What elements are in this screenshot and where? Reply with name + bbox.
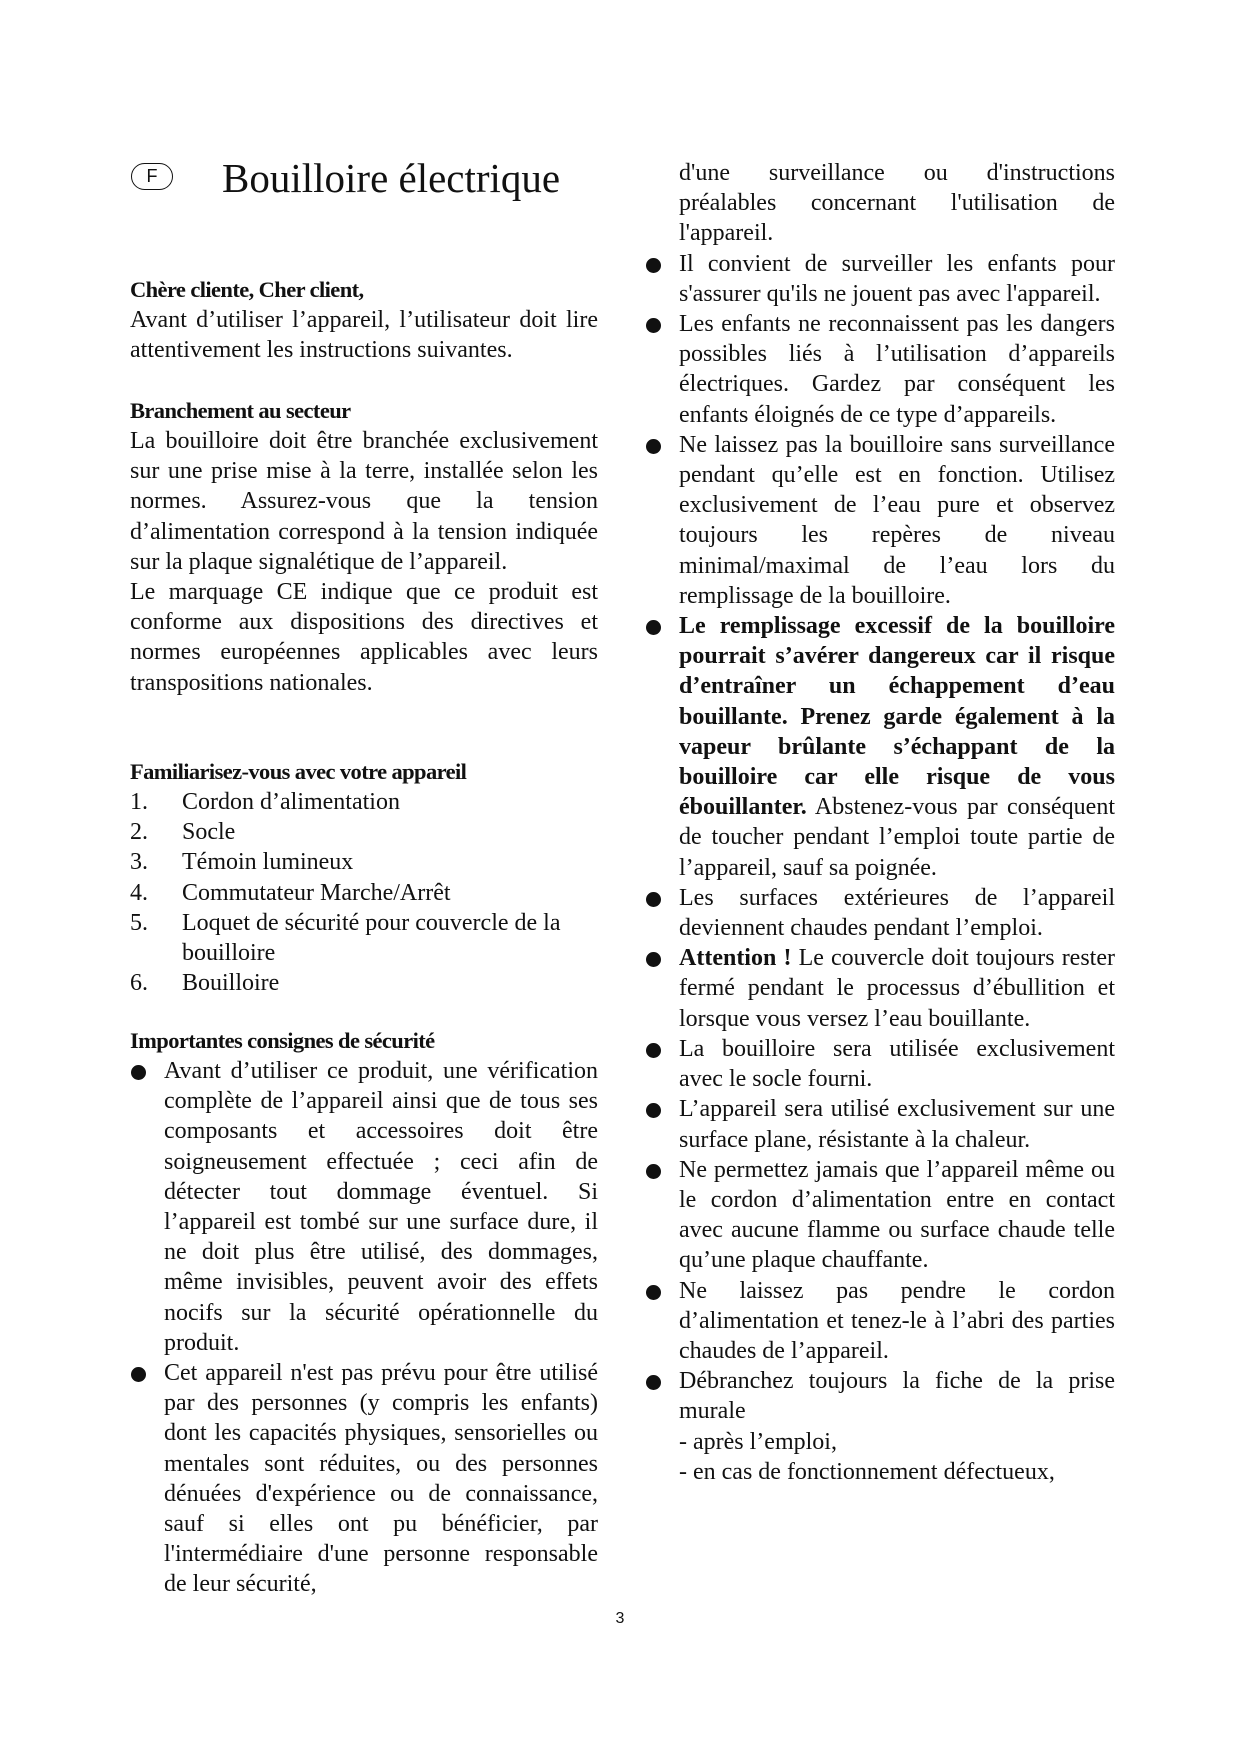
bullet-icon xyxy=(131,1065,146,1080)
bullet-text: Il convient de surveiller les enfants pour s'assurer qu'ils ne jouent pas avec l'appareil. xyxy=(679,250,1115,307)
bullet-text: Ne laissez pas pendre le cordon d’alimentation et tenez-le à l’abri des parties chaudes de l’appareil. xyxy=(679,1277,1115,1364)
bullet-text: L’appareil sera utilisé exclusivement sur une surface plane, résistante à la chaleur. xyxy=(679,1096,1115,1153)
bullet-icon xyxy=(646,1375,661,1390)
bullet-text: Débranchez toujours la fiche de la prise murale xyxy=(679,1368,1115,1425)
bullet-text: Ne permettez jamais que l’appareil même ou le cordon d’alimentation entre en contact avec aucune flamme ou surface chaude telle qu’une plaque chauffante. xyxy=(679,1156,1115,1274)
list-item xyxy=(645,1155,1115,1276)
parts-list xyxy=(130,787,598,998)
page-number: 3 xyxy=(615,1610,625,1627)
item-label: Bouilloire xyxy=(182,970,280,997)
mains-section xyxy=(130,396,598,698)
bullet-icon xyxy=(646,952,661,967)
list-item xyxy=(645,309,1115,430)
bullet-icon xyxy=(646,1043,661,1058)
list-item xyxy=(645,611,1115,883)
safety-section-left xyxy=(130,1026,598,1600)
item-number: 4. xyxy=(130,879,148,906)
bullet-icon xyxy=(646,318,661,333)
bullet-text: Ne laissez pas la bouilloire sans surveillance pendant qu’elle est en fonction. Utilisez exclusivement de l’eau pure et observez toujours les repères de niveau minimal/maximal de l’eau lors du remplissage de la bouilloire. xyxy=(679,431,1115,609)
bullet-icon xyxy=(646,1164,661,1179)
list-item xyxy=(645,1276,1115,1367)
list-item xyxy=(130,787,598,817)
bullet-continuation: d'une surveillance ou d'instructions préalables concernant l'utilisation de l'appareil. xyxy=(679,160,1115,247)
item-number: 2. xyxy=(130,819,148,846)
item-number: 1. xyxy=(130,789,148,815)
list-item xyxy=(130,878,598,908)
safety-list-left xyxy=(130,1056,598,1600)
list-item xyxy=(645,883,1115,943)
dash-item: - en cas de fonctionnement défectueux, xyxy=(679,1458,1055,1485)
bullet-text-bold: Attention ! xyxy=(679,945,792,972)
item-number: 5. xyxy=(130,909,148,936)
bullet-text: Abstenez-vous par conséquent de toucher pendant l’emploi toute partie de l’appareil, sauf sa poignée. xyxy=(679,794,1115,881)
parts-heading: Familiarisez-vous avec votre appareil xyxy=(130,759,467,784)
list-item xyxy=(130,908,598,968)
bullet-text: Les surfaces extérieures de l’appareil deviennent chaudes pendant l’emploi. xyxy=(679,884,1115,942)
item-label: Loquet de sécurité pour couvercle de la bouilloire xyxy=(182,909,561,967)
bullet-text: Le couvercle doit toujours rester fermé pendant le processus d’ébullition et lorsque vous versez l’eau bouillante. xyxy=(679,945,1115,1032)
item-number: 3. xyxy=(130,849,148,876)
bullet-text: La bouilloire sera utilisée exclusivement avec le socle fourni. xyxy=(679,1035,1115,1093)
mains-paragraph-1: La bouilloire doit être branchée exclusivement sur une prise mise à la terre, installée selon les normes. Assurez-vous que la tension d’alimentation correspond à la tension indiquée sur la plaque signalétique de l’appareil. xyxy=(130,428,598,575)
greeting-text: Avant d’utiliser l’appareil, l’utilisateur doit lire attentivement les instructions suivantes. xyxy=(130,307,598,364)
bullet-icon xyxy=(646,620,661,635)
language-badge: F xyxy=(131,163,173,190)
greeting-section xyxy=(130,275,598,365)
list-item xyxy=(645,1094,1115,1154)
parts-section xyxy=(130,757,598,998)
list-item xyxy=(130,817,598,847)
list-item xyxy=(130,968,598,998)
mains-heading: Branchement au secteur xyxy=(130,398,351,423)
list-item xyxy=(130,1056,598,1358)
list-item xyxy=(645,1366,1115,1426)
mains-paragraph-2: Le marquage CE indique que ce produit est conforme aux dispositions des directives et normes européennes applicables avec leurs transpositions nationales. xyxy=(130,579,598,696)
bullet-icon xyxy=(131,1367,146,1382)
list-item xyxy=(645,249,1115,309)
item-label: Socle xyxy=(182,819,236,846)
bullet-text: Cet appareil n'est pas prévu pour être utilisé par des personnes (y compris les enfants) dont les capacités physiques, sensorielles ou mentales sont réduites, ou des personnes dénuées d'expérience ou de connaissance, sauf si elles ont pu bénéficier, par l'intermédiaire d'une personne responsable de leur sécurité, xyxy=(164,1360,598,1598)
bullet-text: Les enfants ne reconnaissent pas les dangers possibles liés à l’utilisation d’appareils électriques. Gardez par conséquent les enfants éloignés de ce type d’appareils. xyxy=(679,311,1115,428)
page-title: Bouilloire électrique xyxy=(222,155,561,201)
bullet-text: Avant d’utiliser ce produit, une vérification complète de l’appareil ainsi que de tous ses composants et accessoires doit être soigneusement effectuée ; ceci afin de détecter tout dommage éventuel. Si l’appareil est tombé sur une surface dure, il ne doit plus être utilisé, des dommages, même invisibles, peuvent avoir des effets nocifs sur la sécurité opérationnelle du produit. xyxy=(164,1058,598,1356)
item-label: Témoin lumineux xyxy=(182,849,354,876)
bullet-icon xyxy=(646,258,661,273)
list-item xyxy=(130,1358,598,1600)
bullet-icon xyxy=(646,1103,661,1118)
safety-heading: Importantes consignes de sécurité xyxy=(130,1028,435,1053)
greeting-heading: Chère cliente, Cher client, xyxy=(130,277,364,302)
dash-item: - après l’emploi, xyxy=(679,1428,837,1455)
safety-list-right xyxy=(645,249,1115,1427)
list-item xyxy=(130,847,598,877)
list-item xyxy=(645,430,1115,611)
bullet-icon xyxy=(646,892,661,907)
bullet-text-bold: Le remplissage excessif de la bouilloire pourrait s’avérer dangereux car il risque d’entraîner un échappement d’eau bouillante. Prenez garde également à la vapeur brûlante s’échappant de la bouilloire car elle risque de vous ébouillanter. xyxy=(679,613,1115,821)
item-number: 6. xyxy=(130,970,148,997)
item-label: Cordon d’alimentation xyxy=(182,789,400,815)
item-label: Commutateur Marche/Arrêt xyxy=(182,879,451,906)
right-column xyxy=(645,158,1115,1487)
list-item xyxy=(645,1034,1115,1094)
bullet-icon xyxy=(646,1285,661,1300)
list-item xyxy=(645,943,1115,1034)
bullet-icon xyxy=(646,439,661,454)
